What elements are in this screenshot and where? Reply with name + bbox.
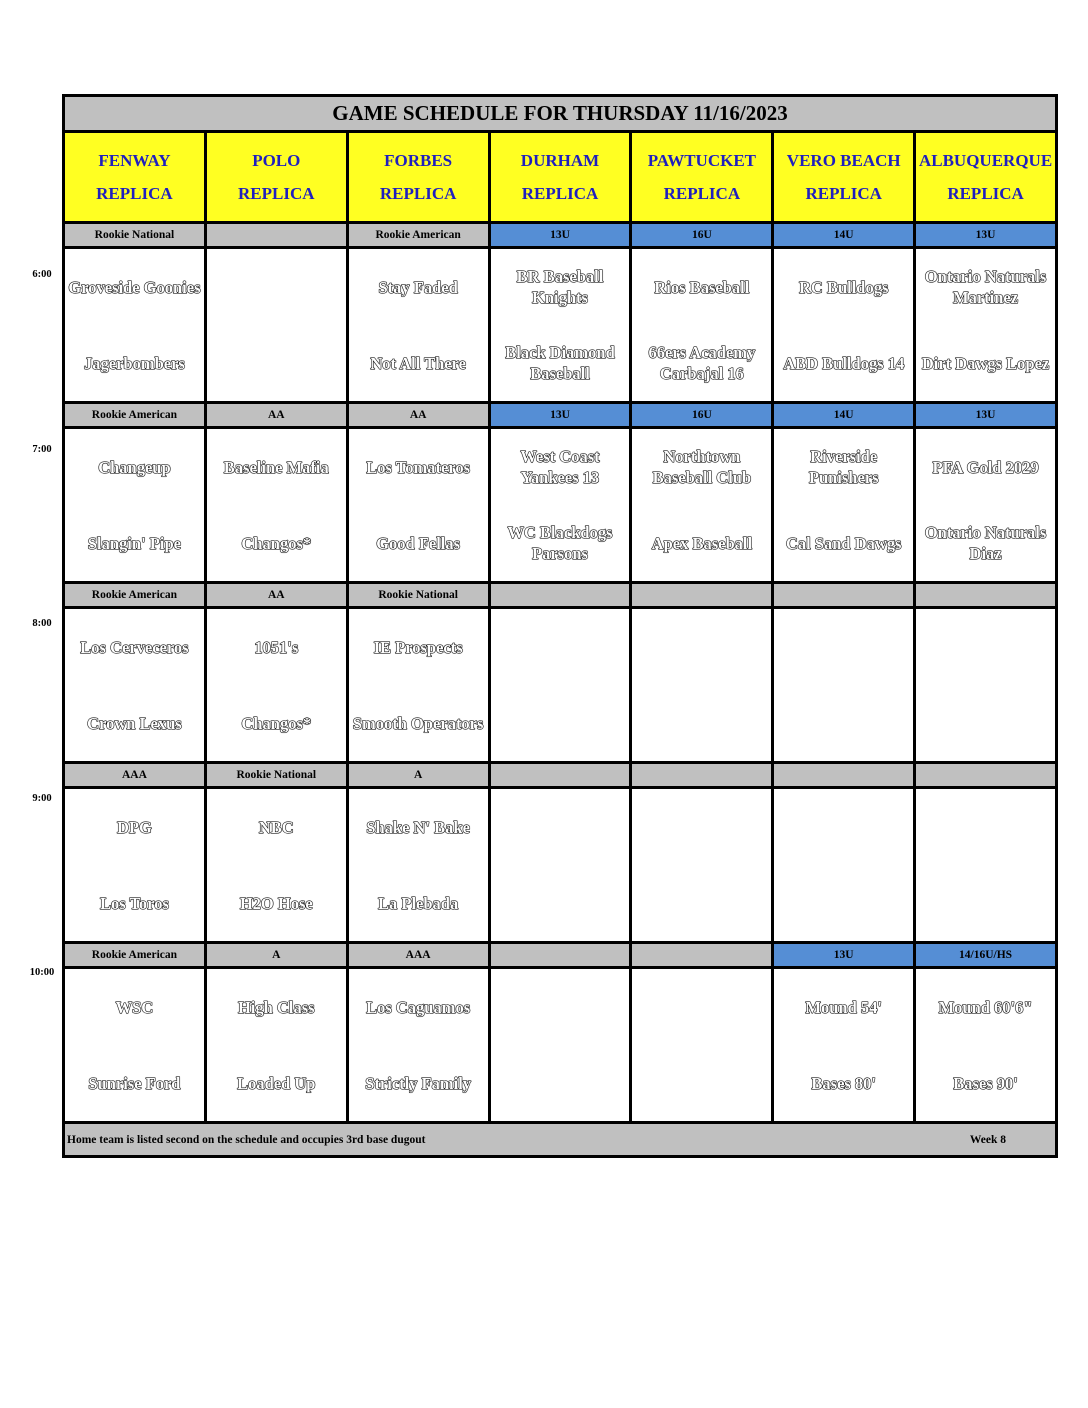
division-label <box>491 764 630 786</box>
away-team <box>632 609 771 685</box>
division-label <box>491 584 630 606</box>
division-label <box>491 944 630 966</box>
away-team: DPG <box>117 817 152 837</box>
game-cell <box>65 969 204 1121</box>
away-team <box>916 609 1055 685</box>
field-name: FORBES <box>384 151 453 170</box>
game-cell <box>491 789 630 941</box>
division-label: Rookie National <box>207 764 346 786</box>
division-label <box>632 944 771 966</box>
away-team: Rios Baseball <box>654 277 750 297</box>
game-cell <box>349 789 488 941</box>
home-team: Ontario Naturals Diaz <box>924 523 1047 563</box>
home-team: Los Toros <box>99 893 169 913</box>
division-label: 16U <box>632 224 771 246</box>
away-team: High Class <box>237 997 315 1017</box>
game-cell <box>774 969 913 1121</box>
away-team <box>916 789 1055 865</box>
home-team <box>916 865 1055 941</box>
home-team <box>916 685 1055 761</box>
away-team <box>774 609 913 685</box>
schedule-table <box>62 94 1058 1158</box>
game-cell <box>491 969 630 1121</box>
home-team <box>491 865 630 941</box>
home-team: La Plebada <box>378 893 459 913</box>
division-label: Rookie American <box>65 404 204 426</box>
division-label <box>207 224 346 246</box>
field-name: PAWTUCKET <box>647 151 756 170</box>
home-team: H2O Hose <box>239 893 313 913</box>
home-team: Jagerbombers <box>84 353 185 373</box>
field-header-5 <box>774 133 913 221</box>
game-cell <box>349 969 488 1121</box>
game-cell <box>491 249 630 401</box>
home-team: Smooth Operators <box>352 713 484 733</box>
division-label: Rookie American <box>65 584 204 606</box>
division-label: 13U <box>491 224 630 246</box>
away-team: Los Caguamos <box>366 997 471 1017</box>
game-cell <box>65 429 204 581</box>
away-team <box>207 249 346 325</box>
away-team <box>491 789 630 865</box>
away-team: Mound 54' <box>805 997 882 1017</box>
division-label: 14U <box>774 224 913 246</box>
field-name: DURHAM <box>520 151 600 170</box>
footer-bar <box>65 1124 1055 1155</box>
time-label: 10:00 <box>29 967 55 978</box>
division-label <box>632 764 771 786</box>
field-header-2 <box>349 133 488 221</box>
division-label: AAA <box>65 764 204 786</box>
game-cell <box>491 609 630 761</box>
away-team: Los Tomateros <box>366 457 471 477</box>
away-team: NBC <box>258 817 294 837</box>
time-label: 7:00 <box>32 443 52 455</box>
game-cell <box>207 429 346 581</box>
game-cell <box>207 789 346 941</box>
schedule-title: GAME SCHEDULE FOR THURSDAY 11/16/2023 <box>65 97 1055 130</box>
game-cell <box>632 609 771 761</box>
field-subtitle: REPLICA <box>947 184 1024 203</box>
footer-week: Week 8 <box>969 1133 1006 1146</box>
home-team: Bases 90' <box>953 1073 1018 1093</box>
field-header-1 <box>207 133 346 221</box>
division-label: Rookie American <box>65 944 204 966</box>
field-subtitle: REPLICA <box>663 184 741 203</box>
away-team <box>632 969 771 1045</box>
division-label: 14U <box>774 404 913 426</box>
division-label: 13U <box>491 404 630 426</box>
field-header-3 <box>491 133 630 221</box>
field-header-4 <box>632 133 771 221</box>
away-team: PFA Gold 2029 <box>932 457 1039 477</box>
game-cell <box>774 609 913 761</box>
home-team: Bases 80' <box>811 1073 877 1093</box>
game-cell <box>774 789 913 941</box>
division-label: 13U <box>774 944 913 966</box>
home-team: Crown Lexus <box>87 713 182 733</box>
game-cell <box>349 609 488 761</box>
away-team: Shake N' Bake <box>366 817 470 837</box>
home-team: Sunrise Ford <box>88 1073 181 1093</box>
division-label: 14/16U/HS <box>916 944 1055 966</box>
division-label <box>774 764 913 786</box>
game-cell <box>774 249 913 401</box>
division-label <box>916 764 1055 786</box>
home-team: Slangin' Pipe <box>87 533 181 553</box>
away-team: Riverside Punishers <box>808 447 879 487</box>
home-team: Black Diamond Baseball <box>505 343 615 383</box>
time-label: 9:00 <box>32 792 52 804</box>
game-cell <box>632 969 771 1121</box>
game-cell <box>65 609 204 761</box>
home-team: Changos* <box>241 533 312 553</box>
game-cell <box>207 609 346 761</box>
home-team: Cal Sand Dawgs <box>785 533 902 553</box>
field-subtitle: REPLICA <box>379 184 457 203</box>
away-team: Los Cerveceros <box>80 637 189 657</box>
game-cell <box>207 249 346 401</box>
home-team <box>207 325 346 401</box>
division-label: A <box>349 764 488 786</box>
division-label: 13U <box>916 224 1055 246</box>
field-header-6 <box>916 133 1055 221</box>
away-team: Baseline Mafia <box>223 457 329 477</box>
game-cell <box>632 249 771 401</box>
division-label: AAA <box>349 944 488 966</box>
away-team <box>774 789 913 865</box>
footer-note: Home team is listed second on the schedule and occupies 3rd base dugout <box>67 1133 426 1146</box>
game-cell <box>207 969 346 1121</box>
home-team: Strictly Family <box>365 1073 472 1093</box>
away-team: Changeup <box>98 457 171 477</box>
field-subtitle: REPLICA <box>96 184 173 203</box>
game-cell <box>632 429 771 581</box>
division-label: AA <box>349 404 488 426</box>
division-label: A <box>207 944 346 966</box>
home-team: ABD Bulldogs 14 <box>783 353 905 373</box>
time-label: 8:00 <box>32 618 52 629</box>
division-label: 16U <box>632 404 771 426</box>
game-cell <box>349 429 488 581</box>
game-cell <box>774 429 913 581</box>
field-subtitle: REPLICA <box>805 184 882 203</box>
home-team: WC Blackdogs Parsons <box>507 523 613 563</box>
home-team <box>632 865 771 941</box>
game-cell <box>632 789 771 941</box>
home-team: Loaded Up <box>237 1073 316 1093</box>
division-label: Rookie National <box>65 224 204 246</box>
away-team: Ontario Naturals Martinez <box>924 267 1047 307</box>
field-header-0 <box>65 133 204 221</box>
division-label: 13U <box>916 404 1055 426</box>
game-cell <box>916 789 1055 941</box>
game-cell <box>916 249 1055 401</box>
division-label <box>774 584 913 606</box>
game-cell <box>65 249 204 401</box>
division-label: Rookie National <box>349 584 488 606</box>
division-label <box>632 584 771 606</box>
home-team <box>632 1045 771 1121</box>
home-team: Changos* <box>241 713 312 733</box>
field-name: VERO BEACH <box>786 151 901 170</box>
field-subtitle: REPLICA <box>521 184 599 203</box>
home-team: Good Fellas <box>376 533 461 553</box>
away-team: Mound 60'6" <box>938 997 1033 1017</box>
field-name: FENWAY <box>98 151 171 170</box>
home-team: Apex Baseball <box>651 533 753 553</box>
home-team <box>632 685 771 761</box>
game-cell <box>916 429 1055 581</box>
away-team <box>491 969 630 1045</box>
home-team: 66ers Academy Carbajal 16 <box>648 343 756 383</box>
field-name: POLO <box>252 151 301 170</box>
home-team <box>491 685 630 761</box>
away-team <box>632 789 771 865</box>
game-cell <box>916 609 1055 761</box>
away-team: 1051's <box>254 637 299 657</box>
division-label: AA <box>207 404 346 426</box>
game-cell <box>349 249 488 401</box>
away-team: IE Prospects <box>373 637 463 657</box>
home-team: Not All There <box>370 353 466 373</box>
field-name: ALBUQUERQUE <box>918 151 1053 170</box>
home-team <box>774 685 913 761</box>
game-cell <box>916 969 1055 1121</box>
away-team: Groveside Goonies <box>68 277 201 297</box>
away-team: Northtown Baseball Club <box>652 447 752 487</box>
away-team: WSC <box>115 997 154 1017</box>
division-label <box>916 584 1055 606</box>
game-cell <box>491 429 630 581</box>
home-team: Dirt Dawgs Lopez <box>921 353 1050 373</box>
game-cell <box>65 789 204 941</box>
field-subtitle: REPLICA <box>238 184 315 203</box>
away-team: Stay Faded <box>378 277 458 297</box>
away-team <box>491 609 630 685</box>
time-label: 6:00 <box>32 269 52 280</box>
home-team <box>491 1045 630 1121</box>
away-team: RC Bulldogs <box>799 277 889 297</box>
away-team: West Coast Yankees 13 <box>520 447 600 487</box>
away-team: BR Baseball Knights <box>516 267 604 307</box>
division-label: AA <box>207 584 346 606</box>
home-team <box>774 865 913 941</box>
division-label: Rookie American <box>349 224 488 246</box>
